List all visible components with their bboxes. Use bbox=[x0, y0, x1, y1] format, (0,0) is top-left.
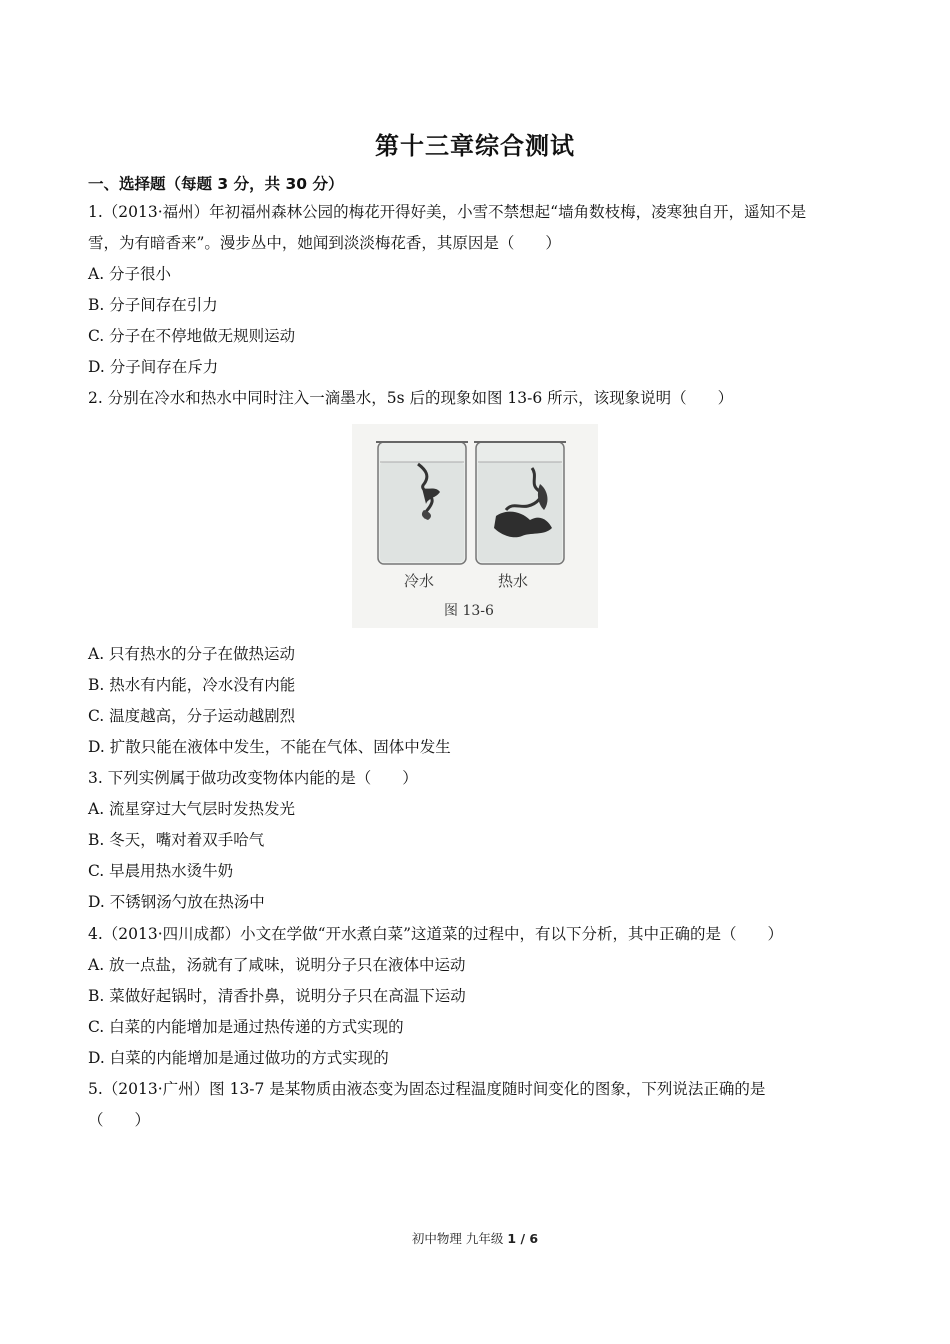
page-number: 1 / 6 bbox=[507, 1231, 539, 1246]
q1-option-d: D. 分子间存在斥力 bbox=[88, 358, 219, 376]
q1-option-a: A. 分子很小 bbox=[88, 265, 172, 283]
q3-option-a: A. 流星穿过大气层时发热发光 bbox=[88, 800, 296, 818]
q3-option-b: B. 冬天，嘴对着双手哈气 bbox=[88, 831, 265, 849]
question-1-line-2: 雪，为有暗香来”。漫步丛中，她闻到淡淡梅花香，其原因是（ ） bbox=[88, 234, 561, 252]
q4-option-b: B. 菜做好起锅时，清香扑鼻，说明分子只在高温下运动 bbox=[88, 987, 466, 1005]
footer-text: 初中物理 九年级 bbox=[411, 1231, 504, 1246]
q1-option-b: B. 分子间存在引力 bbox=[88, 296, 218, 314]
question-4: 4.（2013·四川成都）小文在学做“开水煮白菜”这道菜的过程中，有以下分析，其中正确的是（ ） bbox=[88, 925, 784, 943]
q2-option-a: A. 只有热水的分子在做热运动 bbox=[88, 645, 296, 663]
q3-option-c: C. 早晨用热水烫牛奶 bbox=[88, 862, 234, 880]
beaker-figure bbox=[352, 424, 598, 628]
q4-option-d: D. 白菜的内能增加是通过做功的方式实现的 bbox=[88, 1049, 389, 1067]
page-title: 第十三章综合测试 bbox=[375, 132, 575, 160]
q2-option-d: D. 扩散只能在液体中发生，不能在气体、固体中发生 bbox=[88, 738, 451, 756]
q4-option-a: A. 放一点盐，汤就有了咸味，说明分子只在液体中运动 bbox=[88, 956, 466, 974]
question-3: 3. 下列实例属于做功改变物体内能的是（ ） bbox=[88, 769, 418, 787]
figure-caption: 图 13-6 bbox=[444, 603, 494, 619]
cold-water-beaker bbox=[376, 442, 468, 564]
q2-option-b: B. 热水有内能，冷水没有内能 bbox=[88, 676, 296, 694]
q4-option-c: C. 白菜的内能增加是通过热传递的方式实现的 bbox=[88, 1018, 404, 1036]
section-heading: 一、选择题（每题 3 分，共 30 分） bbox=[88, 175, 344, 193]
label-hot-water: 热水 bbox=[498, 572, 529, 590]
hot-water-beaker bbox=[474, 442, 566, 564]
beakers-illustration bbox=[352, 424, 598, 628]
question-5: 5.（2013·广州）图 13-7 是某物质由液态变为固态过程温度随时间变化的图象，下列说法正确的是 bbox=[88, 1080, 766, 1098]
q1-option-c: C. 分子在不停地做无规则运动 bbox=[88, 327, 296, 345]
page-footer bbox=[0, 1229, 950, 1247]
question-2: 2. 分别在冷水和热水中同时注入一滴墨水，5s 后的现象如图 13-6 所示，该现象说明（ ） bbox=[88, 389, 734, 407]
q3-option-d: D. 不锈钢汤勺放在热汤中 bbox=[88, 893, 265, 911]
q2-option-c: C. 温度越高，分子运动越剧烈 bbox=[88, 707, 296, 725]
label-cold-water: 冷水 bbox=[404, 572, 435, 590]
question-5-answer-blank: （ ） bbox=[88, 1111, 151, 1129]
question-1-line-1: 1.（2013·福州）年初福州森林公园的梅花开得好美，小雪不禁想起“墙角数枝梅，凌寒独自开，遥知不是 bbox=[88, 203, 807, 221]
